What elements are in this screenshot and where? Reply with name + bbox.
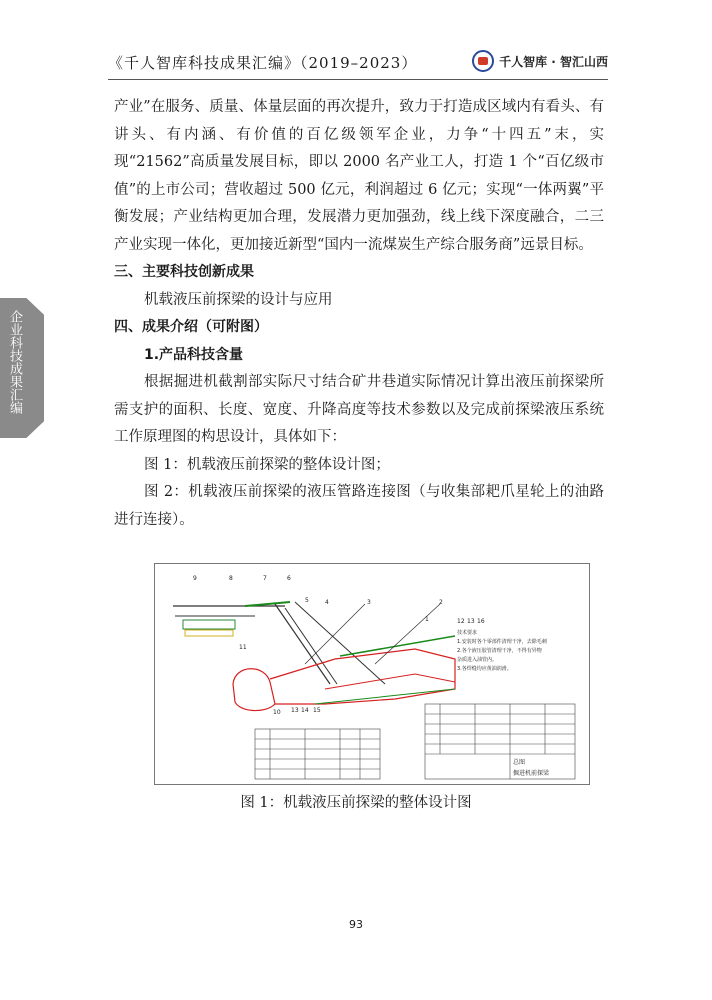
header-title: 《千人智库科技成果汇编》（2019–2023）	[108, 54, 418, 72]
subheading-tech-content: 1.产品科技含量	[144, 346, 244, 363]
header-logo	[472, 50, 608, 72]
tech-req-line: 1.安装时各个零部件清理干净，去除毛刺	[457, 639, 547, 645]
side-tab-label: 企业科技成果汇编	[7, 310, 22, 414]
section-heading-3: 三、主要科技创新成果	[114, 264, 254, 280]
tech-req-line: 杂质进入油管内。	[457, 657, 498, 663]
hydraulic-line	[315, 689, 455, 704]
figure2-description: 图 2：机载液压前探梁的液压管路连接图（与收集部耙爪星轮上的油路进行连接）。	[114, 484, 604, 528]
callout: 12	[457, 618, 465, 625]
tech-req-line: 3.各焊缝均应黄油润滑。	[457, 666, 512, 672]
callout: 11	[239, 644, 247, 651]
page-body	[114, 94, 604, 534]
logo-text: 千人智库 · 智汇山西	[499, 54, 608, 69]
drawing-title: 总图	[513, 759, 526, 766]
paragraph-tech: 根据掘进机截割部实际尺寸结合矿井巷道实际情况计算出液压前探梁所需支护的面积、长度、宽度、升降高度等技术参数以及完成前探梁液压系统工作原理图的构思设计，具体如下：	[114, 374, 604, 445]
leader-line	[305, 604, 365, 664]
callout: 8	[229, 575, 233, 582]
callout: 2	[439, 599, 443, 606]
tech-req-title: 技术要求	[457, 630, 478, 636]
leader-line	[375, 604, 440, 664]
callout: 9	[193, 575, 197, 582]
callout: 13	[467, 618, 475, 625]
parts-list-left	[255, 729, 380, 779]
paragraph-continued: 产业”在服务、质量、体量层面的再次提升，致力于打造成区域内有看头、有讲头、有内涵、有价值的百亿级领军企业，力争“十四五”末，实现“21562”高质量发展目标，即以 2000 名产业工人，打造 1 个“百亿级市值”的上市公司；营收超过 500 亿元，利润超过 6 亿元；实现“一体两翼”平衡发展；产业结构更加合理，发展潜力更加强劲，线上线下深度融合，二三产业实现一体化，更加接近新型“国内一流煤炭生产综合服务商”远景目标。	[114, 99, 604, 253]
callout: 13	[291, 707, 299, 714]
achievement-name: 机载液压前探梁的设计与应用	[144, 291, 333, 308]
engineering-drawing	[155, 564, 589, 784]
drawing-name: 掘进机前探梁	[513, 770, 550, 777]
tech-req-line: 2.各个液压胶管清理干净，不得有异物	[457, 648, 542, 654]
callout: 6	[287, 575, 291, 582]
beam-part	[183, 620, 235, 629]
hydraulic-line	[340, 636, 455, 656]
callout: 3	[367, 599, 371, 606]
beam-part	[185, 630, 233, 636]
page-header	[108, 46, 608, 78]
section-heading-4: 四、成果介绍（可附图）	[114, 319, 268, 335]
arm-line	[275, 604, 330, 684]
callout: 5	[305, 597, 309, 604]
figure1-description: 图 1：机载液压前探梁的整体设计图；	[144, 456, 390, 473]
logo-icon	[472, 50, 494, 72]
cutter-head	[233, 669, 275, 711]
design-drawing-figure	[154, 563, 590, 785]
title-block	[425, 704, 575, 779]
callout: 14	[301, 707, 309, 714]
callout: 15	[313, 707, 321, 714]
callout: 16	[477, 618, 485, 625]
machine-body	[325, 674, 455, 689]
callout: 4	[325, 599, 329, 606]
figure-caption: 图 1：机载液压前探梁的整体设计图	[240, 795, 472, 811]
callout: 7	[263, 575, 267, 582]
page-number: 93	[349, 918, 363, 931]
header-divider	[108, 79, 608, 80]
callout: 10	[273, 709, 281, 716]
callout: 1	[425, 616, 429, 623]
